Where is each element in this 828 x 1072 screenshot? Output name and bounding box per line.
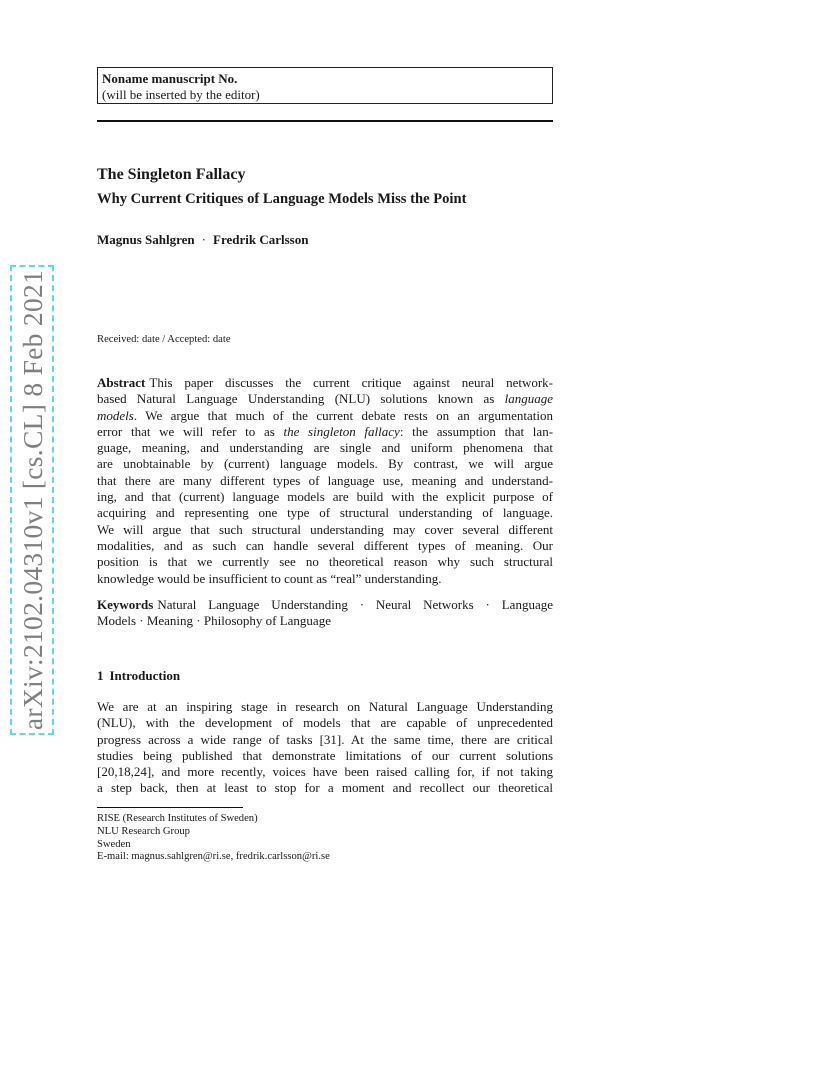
footnote-line: Sweden (97, 838, 131, 850)
intro-paragraph (97, 699, 553, 797)
arxiv-identifier: arXiv:2102.04310v1 [cs.CL] 8 Feb 2021 (17, 269, 48, 731)
abstract (97, 375, 553, 587)
footnote-rule (97, 807, 243, 808)
author-separator: · (201, 232, 206, 247)
abstract-line: that there are many different types of language use, meaning and understand- (97, 472, 553, 488)
intro-line: We are at an inspiring stage in research on Natural Language Understanding (97, 699, 553, 714)
paper-title: The Singleton Fallacy (97, 166, 246, 183)
abstract-line: acquiring and representing one type of structural understanding of language. (97, 505, 553, 521)
keywords-label: Keywords (97, 597, 154, 612)
abstract-line: ing, and that (current) language models are build with the explicit purpose of (97, 489, 553, 505)
intro-line: progress across a wide range of tasks [31]. At the same time, there are critical (97, 731, 553, 747)
section-heading (97, 668, 180, 684)
abstract-line: position is that we currently see no theoretical reason why such structural (97, 554, 553, 570)
section-title: Introduction (109, 668, 181, 683)
abstract-line: error that we will refer to as the singleton fallacy: the assumption that lan- (97, 423, 553, 439)
abstract-line: based Natural Language Understanding (NLU) solutions known as language (97, 391, 553, 407)
footnote-email: E-mail: magnus.sahlgren@ri.se, fredrik.carlsson@ri.se (97, 851, 330, 863)
footnote-line: RISE (Research Institutes of Sweden) (97, 813, 258, 824)
author-list (97, 232, 308, 248)
abstract-line: are unobtainable by (current) language models. By contrast, we will argue (97, 456, 553, 472)
abstract-line: We will argue that such structural understanding may cover several different (97, 521, 553, 537)
abstract-label: Abstract (97, 375, 146, 390)
abstract-line: Abstract This paper discusses the current critique against neural network- (97, 375, 553, 390)
intro-line: (NLU), with the development of models that are capable of unprecedented (97, 715, 553, 731)
intro-line: studies being published that demonstrate limitations of our current solutions (97, 747, 553, 763)
footnote-line: NLU Research Group (97, 825, 190, 837)
keywords-line: Models · Meaning · Philosophy of Language (97, 613, 331, 629)
affiliation-footnote (97, 813, 330, 864)
author-name: Fredrik Carlsson (213, 232, 309, 247)
abstract-line: knowledge would be insufficient to count as “real” understanding. (97, 570, 442, 586)
intro-line: a step back, then at least to stop for a moment and recollect our theoretical (97, 780, 553, 796)
abstract-line: modalities, and as such can handle several different types of meaning. Our (97, 537, 553, 553)
editor-note-box (97, 67, 553, 104)
received-date: Received: date / Accepted: date (97, 334, 231, 345)
editor-note: (will be inserted by the editor) (102, 87, 260, 102)
paper-subtitle: Why Current Critiques of Language Models Miss the Point (97, 191, 467, 207)
keywords-line: Keywords Natural Language Understanding · Neural Networks · Language (97, 597, 553, 612)
abstract-line: guage, meaning, and understanding are single and uniform phenomena that (97, 440, 553, 456)
keywords (97, 597, 553, 630)
abstract-line: models. We argue that much of the current debate rests on an argumentation (97, 407, 553, 423)
manuscript-label: Noname manuscript No. (102, 71, 238, 86)
intro-line: [20,18,24], and more recently, voices have been raised calling for, if not taking (97, 764, 553, 780)
section-number: 1 (97, 668, 104, 683)
header-rule (97, 120, 553, 122)
author-name: Magnus Sahlgren (97, 232, 195, 247)
